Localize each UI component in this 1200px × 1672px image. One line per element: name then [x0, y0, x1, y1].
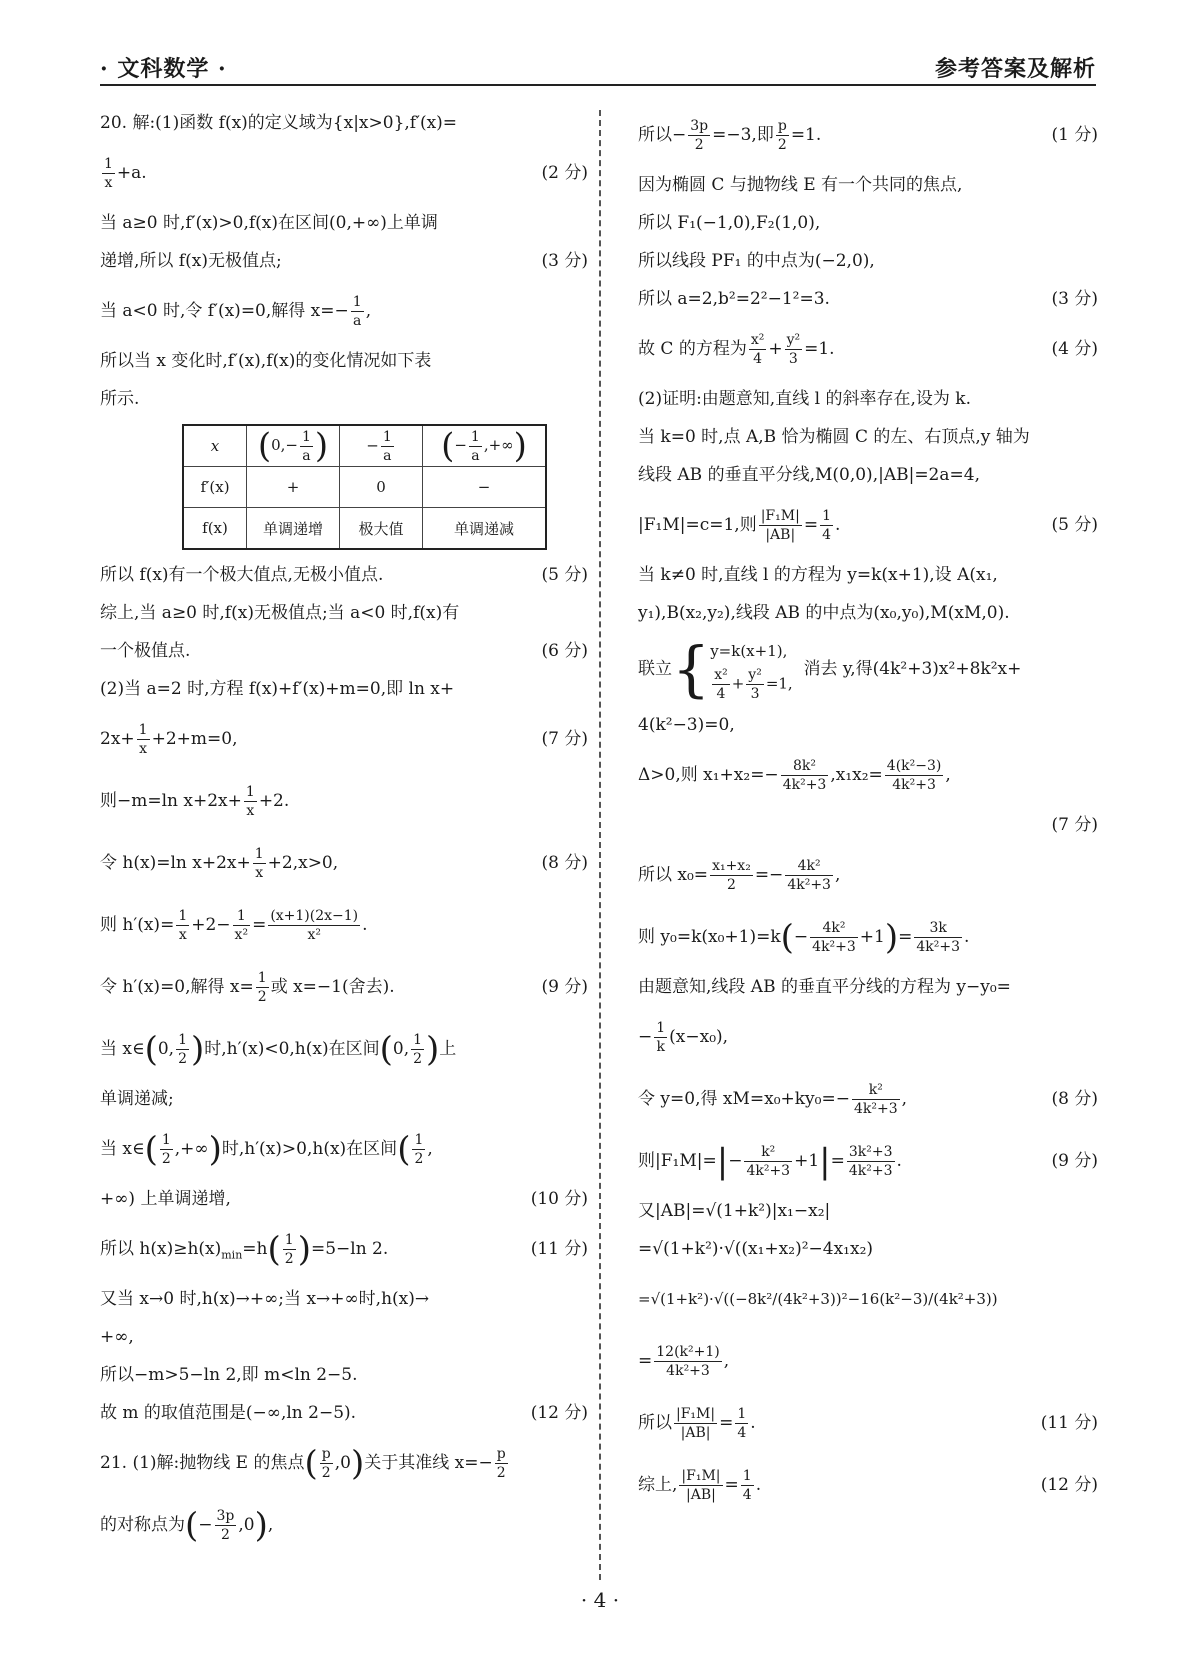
- page-number: · 4 ·: [580, 1588, 620, 1612]
- line: 当 x∈(0, $\frac{1}{2}$ )时,h′(x)<0,h(x)在区间(0, $\frac{1}{2}$ )上: [100, 1029, 457, 1070]
- table-cell: − $\frac{1}{a}$: [340, 425, 423, 467]
- line: 线段 AB 的垂直平分线,M(0,0),|AB|=2a=4,: [638, 465, 980, 485]
- score: (6 分): [541, 641, 588, 661]
- line: 的对称点为(− $\frac{3p}{2}$ ,0),: [100, 1505, 274, 1546]
- header-subject: · 文科数学 ·: [100, 56, 227, 82]
- line: 综上, $\frac{\text{|F₁M|}}{|AB|}$ = $\frac{1}{4}$ . (12 分): [638, 1454, 1098, 1516]
- line: 所以 a=2,b²=2²−1²=3. (3 分): [638, 280, 1098, 318]
- table-cell: f(x): [183, 508, 247, 550]
- score: (12 分): [530, 1403, 588, 1423]
- table-cell: 单调递增: [247, 508, 340, 550]
- variation-table: [182, 424, 547, 550]
- score: (8 分): [541, 853, 588, 873]
- line: 故 C 的方程为 $\frac{\text{x²}}{4}$ + $\frac{\text{y²}}{3}$ =1. (4 分): [638, 318, 1098, 380]
- left-column: [100, 104, 588, 1556]
- line: 故 m 的取值范围是(−∞,ln 2−5). (12 分): [100, 1394, 588, 1432]
- line: 当 k=0 时,点 A,B 恰为椭圆 C 的左、右顶点,y 轴为: [638, 427, 1030, 447]
- score: (5 分): [541, 565, 588, 585]
- score: (9 分): [541, 977, 588, 997]
- right-column: [638, 104, 1098, 1516]
- line: − $\frac{1}{k}$ (x−x₀),: [638, 1020, 729, 1055]
- table-row: [183, 425, 546, 467]
- line: 当 x∈( $\frac{1}{2}$ ,+∞)时,h′(x)>0,h(x)在区间( $\frac{1}{2}$ ,: [100, 1129, 433, 1170]
- line: 所以 $h(x)\ge h(x)_{min}=h$( $\frac{1}{2}$ )=5−ln 2. (11 分): [100, 1218, 588, 1280]
- line: 综上,当 a≥0 时,f(x)无极值点;当 a<0 时,f(x)有: [100, 603, 460, 623]
- table-cell: x: [183, 425, 247, 467]
- line: 所以当 x 变化时,f′(x),f(x)的变化情况如下表: [100, 351, 432, 371]
- score: (3 分): [541, 251, 588, 271]
- line: 由题意知,线段 AB 的垂直平分线的方程为 y−y₀=: [638, 977, 1011, 997]
- line: 因为椭圆 C 与抛物线 E 有一个共同的焦点,: [638, 175, 963, 195]
- line: 所示.: [100, 389, 140, 409]
- table-cell: 0: [340, 467, 423, 508]
- score: (7 分): [541, 729, 588, 749]
- score: (1 分): [1051, 125, 1098, 145]
- header-title: 参考答案及解析: [934, 56, 1096, 82]
- table-cell: +: [247, 467, 340, 508]
- line: (2)证明:由题意知,直线 l 的斜率存在,设为 k.: [638, 389, 971, 409]
- column-divider: [599, 110, 601, 1580]
- line: 2x+ $\frac{1}{x}$ +2+m=0, (7 分): [100, 708, 588, 770]
- score: (5 分): [1051, 515, 1098, 535]
- line: =√(1+k²)·√((x₁+x₂)²−4x₁x₂): [638, 1239, 874, 1259]
- score: (4 分): [1051, 339, 1098, 359]
- line: 令 y=0,得 xM=x₀+ky₀=− $\frac{\text{k²}}{\text{4k²+3}}$ , (8 分): [638, 1068, 1098, 1130]
- line: 4(k²−3)=0,: [638, 715, 735, 735]
- score: (10 分): [530, 1189, 588, 1209]
- score: (9 分): [1051, 1151, 1098, 1171]
- line: 所以 f(x)有一个极大值点,无极小值点. (5 分): [100, 556, 588, 594]
- line: (2)当 a=2 时,方程 f(x)+f′(x)+m=0,即 ln x+: [100, 679, 455, 699]
- score: (3 分): [1051, 289, 1098, 309]
- score: (11 分): [1040, 1413, 1098, 1433]
- line: 当 k≠0 时,直线 l 的方程为 y=k(x+1),设 A(x₁,: [638, 565, 998, 585]
- line: 则 h′(x)= $\frac{1}{x}$ +2− $\frac{1}{\text{x²}}$ = $\frac{(x+1)(2x-1)}{\text{x²}}$ .: [100, 908, 368, 943]
- text: 20. 解:(1)函数 f(x)的定义域为{x|x>0},f′(x)=: [100, 113, 458, 133]
- line: 则|F₁M|=|− $\frac{\text{k²}}{\text{4k²+3}}$ +1|= $\frac{\text{3k²+3}}{\text{4k²+3}}$ . (9 分): [638, 1130, 1098, 1192]
- line: 联立{ y=k(x+1), $\frac{\text{x²}}{4}$ + $\frac{\text{y²}}{3}$ =1, 消去 y,得(4k²+3)x²+8k²x+: [638, 634, 1022, 705]
- line: 当 a<0 时,令 f′(x)=0,解得 x=− $\frac{1}{a}$ ,: [100, 294, 372, 329]
- table-cell: 极大值: [340, 508, 423, 550]
- table-cell: 单调递减: [423, 508, 547, 550]
- line: 所以− $\frac{3p}{2}$ =−3,即 $\frac{p}{2}$ =1. (1 分): [638, 104, 1098, 166]
- line: 又|AB|=√(1+k²)|x₁−x₂|: [638, 1201, 831, 1221]
- score: (7 分): [1051, 815, 1098, 835]
- page-header: [100, 44, 1096, 86]
- score: (2 分): [541, 163, 588, 183]
- line: 所以−m>5−ln 2,即 m<ln 2−5.: [100, 1365, 358, 1385]
- score: (11 分): [530, 1239, 588, 1259]
- line: 所以线段 PF₁ 的中点为(−2,0),: [638, 251, 875, 271]
- line: 又当 x→0 时,h(x)→+∞;当 x→+∞时,h(x)→: [100, 1289, 430, 1309]
- line: =√(1+k²)·√((−8k²/(4k²+3))²−16(k²−3)/(4k²+3)): [638, 1290, 998, 1308]
- line: 则−m=ln x+2x+ $\frac{1}{x}$ +2.: [100, 784, 290, 819]
- line: = $\frac{\text{12(k²+1)}}{\text{4k²+3}}$ ,: [638, 1344, 730, 1379]
- line: Δ>0,则 x₁+x₂=− $\frac{\text{8k²}}{\text{4k²+3}}$ ,x₁x₂= $\frac{\text{4(k²−3)}}{\text{4k²+3}}$ ,: [638, 758, 951, 793]
- line: 当 a≥0 时,f′(x)>0,f(x)在区间(0,+∞)上单调: [100, 213, 438, 233]
- score: (8 分): [1051, 1089, 1098, 1109]
- line: 一个极值点. (6 分): [100, 632, 588, 670]
- score: (12 分): [1040, 1475, 1098, 1495]
- line: 单调递减;: [100, 1089, 174, 1109]
- table-row: [183, 508, 546, 550]
- line: $\frac{1}{x}$ +a. (2 分): [100, 142, 588, 204]
- line: 令 h(x)=ln x+2x+ $\frac{1}{x}$ +2,x>0, (8 分): [100, 832, 588, 894]
- line: |F₁M|=c=1,则 $\frac{\text{|F₁M|}}{|AB|}$ = $\frac{1}{4}$ . (5 分): [638, 494, 1098, 556]
- fraction: $\frac{1}{x}$: [104, 156, 113, 191]
- line: [100, 104, 588, 142]
- table-row: [183, 467, 546, 508]
- line: +∞,: [100, 1327, 134, 1347]
- table-cell: −: [423, 467, 547, 508]
- line: +∞) 上单调递增, (10 分): [100, 1180, 588, 1218]
- table-cell: (− $\frac{1}{a}$ ,+∞): [423, 425, 547, 467]
- line: 所以 x₀= $\frac{\text{x₁+x₂}}{2}$ =− $\frac{\text{4k²}}{\text{4k²+3}}$ ,: [638, 858, 841, 893]
- line: 令 h′(x)=0,解得 x= $\frac{1}{2}$ 或 x=−1(舍去). (9 分): [100, 956, 588, 1018]
- line: 所以 $\frac{\text{|F₁M|}}{|AB|}$ = $\frac{1}{4}$ . (11 分): [638, 1392, 1098, 1454]
- line: 则 y₀=k(x₀+1)=k(− $\frac{\text{4k²}}{\text{4k²+3}}$ +1)= $\frac{3k}{\text{4k²+3}}$ .: [638, 917, 970, 958]
- line: 21. (1)解:抛物线 E 的焦点( $\frac{p}{2}$ ,0)关于其准线 x=− $\frac{p}{2}$: [100, 1443, 506, 1484]
- table-cell: (0,− $\frac{1}{a}$ ): [247, 425, 340, 467]
- line: 递增,所以 f(x)无极值点; (3 分): [100, 242, 588, 280]
- fraction: $\frac{1}{a}$: [352, 294, 362, 329]
- line: 所以 F₁(−1,0),F₂(1,0),: [638, 213, 821, 233]
- table-cell: f′(x): [183, 467, 247, 508]
- line: y₁),B(x₂,y₂),线段 AB 的中点为(x₀,y₀),M(xM,0).: [638, 603, 1010, 623]
- line: [638, 806, 1098, 844]
